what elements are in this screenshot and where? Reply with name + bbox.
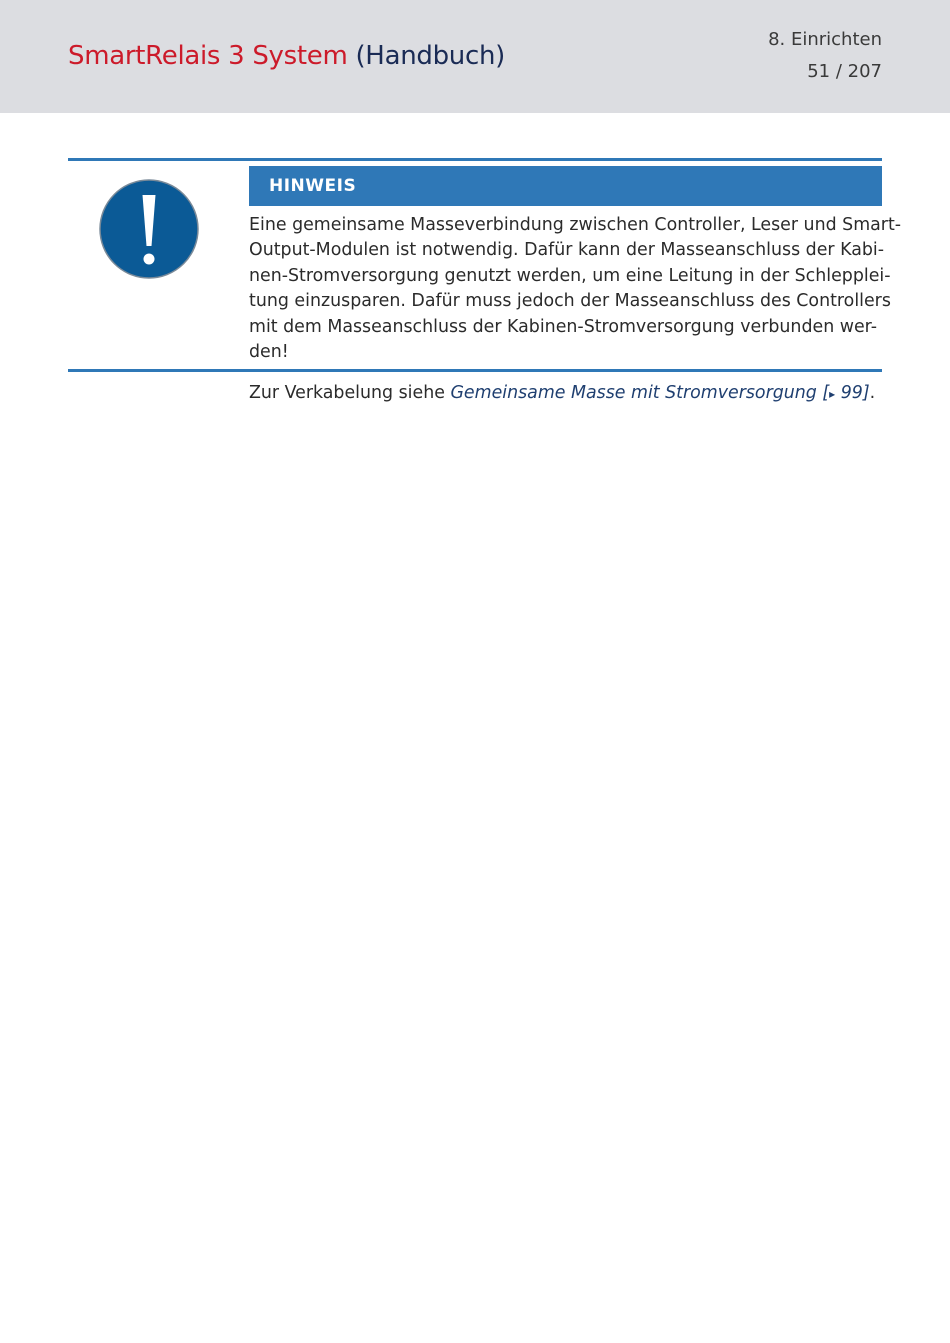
notice-bottom-rule xyxy=(68,369,882,372)
notice-line: nen-Stromversorgung genutzt werden, um eine Leitung in der Schlepplei- xyxy=(249,265,891,286)
notice-heading xyxy=(249,166,882,206)
caret-right-icon: ▸ xyxy=(829,387,836,401)
notice-heading-label: HINWEIS xyxy=(269,176,357,196)
notice-top-rule xyxy=(68,158,882,161)
notice-line: Eine gemeinsame Masseverbindung zwischen Controller, Leser und Smart- xyxy=(249,215,902,235)
crossref-prefix: Zur Verkabelung siehe xyxy=(249,383,451,403)
crossref-link[interactable] xyxy=(450,383,869,403)
notice-line: Output-Modulen ist notwendig. Dafür kann der Masseanschluss der Kabi- xyxy=(249,240,885,261)
notice-line: den! xyxy=(249,342,289,363)
product-name: SmartRelais 3 System xyxy=(68,41,348,71)
notice-line: mit dem Masseanschluss der Kabinen-Stromversorgung verbunden wer- xyxy=(249,316,877,337)
page-number: 51 / 207 xyxy=(807,61,882,82)
document-type: (Handbuch) xyxy=(355,41,505,71)
chapter-title: 8. Einrichten xyxy=(768,29,882,50)
crossref-suffix: . xyxy=(869,383,876,403)
notice-text xyxy=(249,213,902,365)
exclamation-circle-icon xyxy=(99,179,199,279)
cross-reference xyxy=(249,381,882,407)
crossref-page: 99] xyxy=(835,383,870,403)
notice-line: tung einzusparen. Dafür muss jedoch der Masseanschluss des Controllers xyxy=(249,291,891,312)
page-header xyxy=(0,0,950,113)
document-title xyxy=(68,38,505,74)
crossref-link-text: Gemeinsame Masse mit Stromversorgung [ xyxy=(450,383,830,403)
